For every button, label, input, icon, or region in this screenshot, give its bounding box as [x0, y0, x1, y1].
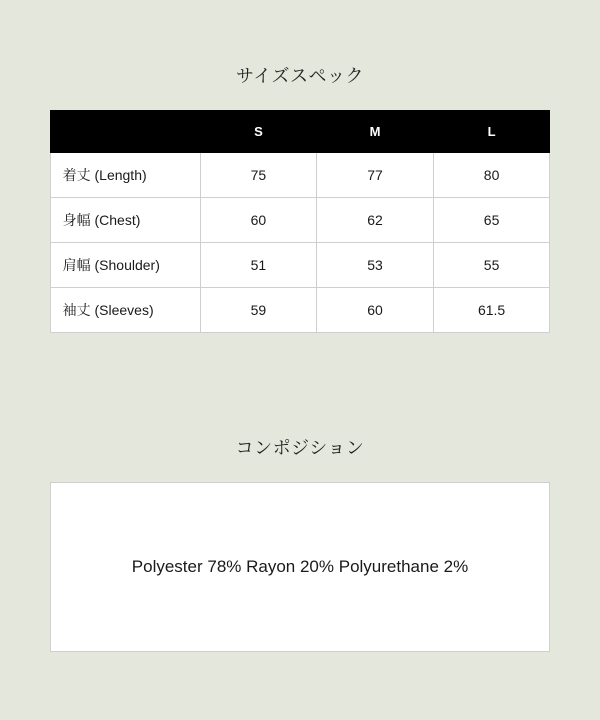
- table-row: [50, 153, 550, 198]
- column-header-measure: [50, 111, 200, 153]
- row-label-chest: 身幅 (Chest): [50, 198, 200, 243]
- cell-length-s: 75: [200, 153, 317, 198]
- size-spec-title: サイズスペック: [235, 66, 365, 86]
- cell-shoulder-m: 53: [317, 243, 434, 288]
- cell-sleeves-m: 60: [317, 288, 434, 333]
- cell-shoulder-l: 55: [433, 243, 550, 288]
- size-spec-table: [50, 110, 551, 333]
- row-label-shoulder: 肩幅 (Shoulder): [50, 243, 200, 288]
- composition-section: [0, 434, 600, 652]
- composition-title: コンポジション: [235, 438, 365, 458]
- cell-chest-m: 62: [317, 198, 434, 243]
- size-spec-table-body: [50, 153, 550, 333]
- composition-text: Polyester 78% Rayon 20% Polyurethane 2%: [131, 557, 469, 576]
- row-label-sleeves: 袖丈 (Sleeves): [50, 288, 200, 333]
- table-row: [50, 198, 550, 243]
- table-header-row: [50, 111, 550, 153]
- cell-sleeves-l: 61.5: [433, 288, 550, 333]
- row-label-length: 着丈 (Length): [50, 153, 200, 198]
- table-row: [50, 288, 550, 333]
- composition-panel: [50, 482, 550, 652]
- table-row: [50, 243, 550, 288]
- cell-chest-l: 65: [433, 198, 550, 243]
- cell-shoulder-s: 51: [200, 243, 317, 288]
- cell-chest-s: 60: [200, 198, 317, 243]
- size-spec-table-head: [50, 111, 550, 153]
- column-header-s: S: [200, 111, 317, 153]
- cell-length-l: 80: [433, 153, 550, 198]
- cell-length-m: 77: [317, 153, 434, 198]
- cell-sleeves-s: 59: [200, 288, 317, 333]
- size-spec-section: [0, 62, 600, 333]
- column-header-m: M: [317, 111, 434, 153]
- column-header-l: L: [433, 111, 550, 153]
